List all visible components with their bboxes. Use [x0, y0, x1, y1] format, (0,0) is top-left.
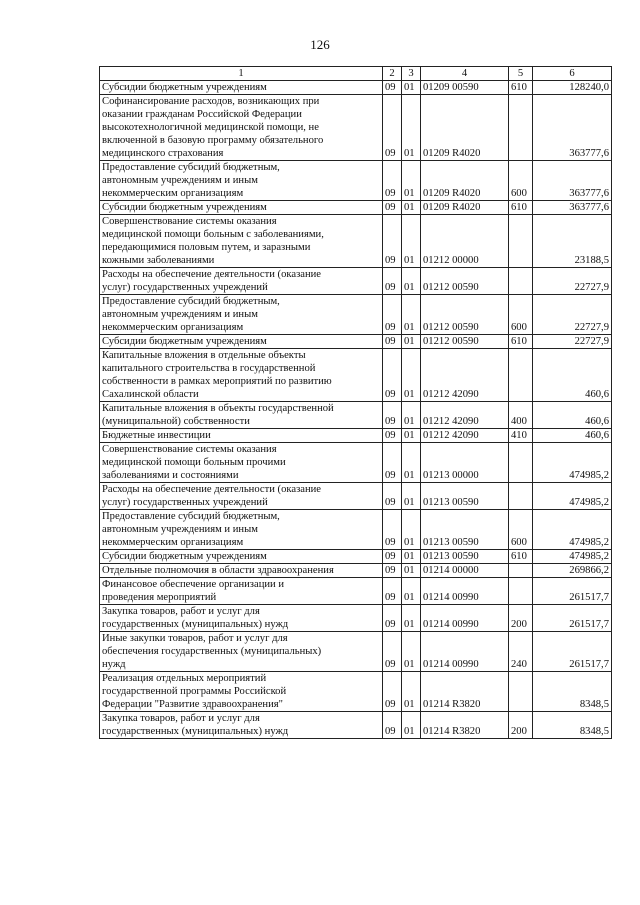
section-code-cell: 09 [383, 161, 402, 201]
target-article-code-cell: 01212 42090 [421, 349, 509, 402]
section-code-cell: 09 [383, 335, 402, 349]
table-row [100, 268, 612, 295]
expense-name-cell: Закупка товаров, работ и услуг для государственных (муниципальных) нужд [100, 605, 383, 632]
amount-cell: 261517,7 [533, 632, 612, 672]
budget-table-body [100, 81, 612, 739]
subsection-code-cell: 01 [402, 161, 421, 201]
header-row [100, 67, 612, 81]
table-row [100, 215, 612, 268]
expense-type-code-cell: 400 [509, 402, 533, 429]
expense-name-cell: Расходы на обеспечение деятельности (оказание услуг) государственных учреждений [100, 483, 383, 510]
expense-name-cell: Закупка товаров, работ и услуг для государственных (муниципальных) нужд [100, 712, 383, 739]
target-article-code-cell: 01214 00990 [421, 578, 509, 605]
expense-type-code-cell [509, 672, 533, 712]
section-code-cell: 09 [383, 564, 402, 578]
target-article-code-cell: 01214 R3820 [421, 712, 509, 739]
table-row [100, 402, 612, 429]
table-row [100, 578, 612, 605]
target-article-code-cell: 01212 00000 [421, 215, 509, 268]
header-col-5: 5 [509, 67, 533, 81]
target-article-code-cell: 01212 42090 [421, 402, 509, 429]
expense-type-code-cell [509, 578, 533, 605]
expense-name-cell: Финансовое обеспечение организации и проведения мероприятий [100, 578, 383, 605]
amount-cell: 474985,2 [533, 550, 612, 564]
table-row [100, 349, 612, 402]
table-row [100, 201, 612, 215]
expense-type-code-cell [509, 443, 533, 483]
section-code-cell: 09 [383, 510, 402, 550]
subsection-code-cell: 01 [402, 335, 421, 349]
subsection-code-cell: 01 [402, 295, 421, 335]
table-row [100, 161, 612, 201]
expense-type-code-cell: 240 [509, 632, 533, 672]
page-number: 126 [310, 37, 330, 52]
section-code-cell: 09 [383, 402, 402, 429]
table-row [100, 712, 612, 739]
target-article-code-cell: 01213 00590 [421, 483, 509, 510]
amount-cell: 474985,2 [533, 483, 612, 510]
amount-cell: 128240,0 [533, 81, 612, 95]
amount-cell: 460,6 [533, 402, 612, 429]
target-article-code-cell: 01214 00000 [421, 564, 509, 578]
section-code-cell: 09 [383, 429, 402, 443]
subsection-code-cell: 01 [402, 429, 421, 443]
section-code-cell: 09 [383, 672, 402, 712]
table-row [100, 335, 612, 349]
expense-name-cell: Отдельные полномочия в области здравоохранения [100, 564, 383, 578]
target-article-code-cell: 01209 R4020 [421, 95, 509, 161]
expense-type-code-cell: 610 [509, 201, 533, 215]
expense-type-code-cell: 610 [509, 335, 533, 349]
target-article-code-cell: 01209 00590 [421, 81, 509, 95]
amount-cell: 269866,2 [533, 564, 612, 578]
table-row [100, 295, 612, 335]
section-code-cell: 09 [383, 349, 402, 402]
expense-name-cell: Капитальные вложения в отдельные объекты капитального строительства в государственной собственности в рамках мероприятий по развитию Сахалинской области [100, 349, 383, 402]
target-article-code-cell: 01209 R4020 [421, 161, 509, 201]
subsection-code-cell: 01 [402, 672, 421, 712]
expense-name-cell: Субсидии бюджетным учреждениям [100, 201, 383, 215]
expense-name-cell: Бюджетные инвестиции [100, 429, 383, 443]
section-code-cell: 09 [383, 95, 402, 161]
expense-name-cell: Совершенствование системы оказания медицинской помощи больным с заболеваниями, передающимися половым путем, и заразными кожными заболеваниями [100, 215, 383, 268]
expense-name-cell: Иные закупки товаров, работ и услуг для обеспечения государственных (муниципальных) нужд [100, 632, 383, 672]
target-article-code-cell: 01209 R4020 [421, 201, 509, 215]
subsection-code-cell: 01 [402, 712, 421, 739]
amount-cell: 8348,5 [533, 672, 612, 712]
table-row [100, 672, 612, 712]
expense-name-cell: Субсидии бюджетным учреждениям [100, 550, 383, 564]
budget-table [99, 66, 612, 739]
expense-name-cell: Совершенствование системы оказания медицинской помощи больным прочими заболеваниями и состояниями [100, 443, 383, 483]
expense-type-code-cell: 610 [509, 81, 533, 95]
expense-type-code-cell [509, 564, 533, 578]
expense-type-code-cell: 600 [509, 510, 533, 550]
amount-cell: 474985,2 [533, 510, 612, 550]
subsection-code-cell: 01 [402, 215, 421, 268]
section-code-cell: 09 [383, 81, 402, 95]
subsection-code-cell: 01 [402, 268, 421, 295]
expense-name-cell: Реализация отдельных мероприятий государственной программы Российской Федерации "Развитие здравоохранения" [100, 672, 383, 712]
section-code-cell: 09 [383, 483, 402, 510]
section-code-cell: 09 [383, 443, 402, 483]
target-article-code-cell: 01214 R3820 [421, 672, 509, 712]
expense-name-cell: Предоставление субсидий бюджетным, автономным учреждениям и иным некоммерческим организациям [100, 295, 383, 335]
subsection-code-cell: 01 [402, 402, 421, 429]
expense-type-code-cell [509, 483, 533, 510]
amount-cell: 363777,6 [533, 201, 612, 215]
target-article-code-cell: 01212 42090 [421, 429, 509, 443]
target-article-code-cell: 01213 00590 [421, 550, 509, 564]
table-row [100, 550, 612, 564]
target-article-code-cell: 01212 00590 [421, 295, 509, 335]
amount-cell: 8348,5 [533, 712, 612, 739]
expense-name-cell: Субсидии бюджетным учреждениям [100, 335, 383, 349]
expense-name-cell: Субсидии бюджетным учреждениям [100, 81, 383, 95]
table-row [100, 443, 612, 483]
amount-cell: 261517,7 [533, 578, 612, 605]
amount-cell: 23188,5 [533, 215, 612, 268]
section-code-cell: 09 [383, 268, 402, 295]
header-col-4: 4 [421, 67, 509, 81]
expense-name-cell: Предоставление субсидий бюджетным, автономным учреждениям и иным некоммерческим организациям [100, 510, 383, 550]
table-row [100, 605, 612, 632]
table-row [100, 632, 612, 672]
expense-name-cell: Капитальные вложения в объекты государственной (муниципальной) собственности [100, 402, 383, 429]
amount-cell: 460,6 [533, 349, 612, 402]
subsection-code-cell: 01 [402, 443, 421, 483]
expense-type-code-cell: 600 [509, 295, 533, 335]
amount-cell: 22727,9 [533, 268, 612, 295]
expense-type-code-cell: 200 [509, 712, 533, 739]
table-row [100, 510, 612, 550]
subsection-code-cell: 01 [402, 550, 421, 564]
subsection-code-cell: 01 [402, 95, 421, 161]
subsection-code-cell: 01 [402, 483, 421, 510]
header-col-3: 3 [402, 67, 421, 81]
expense-type-code-cell: 600 [509, 161, 533, 201]
table-row [100, 81, 612, 95]
amount-cell: 22727,9 [533, 295, 612, 335]
amount-cell: 22727,9 [533, 335, 612, 349]
target-article-code-cell: 01214 00990 [421, 632, 509, 672]
section-code-cell: 09 [383, 201, 402, 215]
section-code-cell: 09 [383, 550, 402, 564]
section-code-cell: 09 [383, 632, 402, 672]
section-code-cell: 09 [383, 215, 402, 268]
expense-type-code-cell [509, 95, 533, 161]
expense-name-cell: Расходы на обеспечение деятельности (оказание услуг) государственных учреждений [100, 268, 383, 295]
target-article-code-cell: 01212 00590 [421, 268, 509, 295]
budget-table-header [100, 67, 612, 81]
subsection-code-cell: 01 [402, 605, 421, 632]
subsection-code-cell: 01 [402, 578, 421, 605]
expense-name-cell: Предоставление субсидий бюджетным, автономным учреждениям и иным некоммерческим организациям [100, 161, 383, 201]
target-article-code-cell: 01213 00000 [421, 443, 509, 483]
subsection-code-cell: 01 [402, 201, 421, 215]
header-col-1: 1 [100, 67, 383, 81]
header-col-2: 2 [383, 67, 402, 81]
section-code-cell: 09 [383, 712, 402, 739]
table-row [100, 483, 612, 510]
section-code-cell: 09 [383, 295, 402, 335]
section-code-cell: 09 [383, 578, 402, 605]
amount-cell: 460,6 [533, 429, 612, 443]
amount-cell: 261517,7 [533, 605, 612, 632]
expense-type-code-cell [509, 268, 533, 295]
expense-type-code-cell [509, 215, 533, 268]
amount-cell: 363777,6 [533, 161, 612, 201]
amount-cell: 474985,2 [533, 443, 612, 483]
expense-type-code-cell: 200 [509, 605, 533, 632]
subsection-code-cell: 01 [402, 349, 421, 402]
expense-type-code-cell [509, 349, 533, 402]
section-code-cell: 09 [383, 605, 402, 632]
table-row [100, 95, 612, 161]
subsection-code-cell: 01 [402, 510, 421, 550]
subsection-code-cell: 01 [402, 81, 421, 95]
expense-name-cell: Софинансирование расходов, возникающих при оказании гражданам Российской Федерации высокотехнологичной медицинской помощи, не включенной в базовую программу обязательного медицинского страхования [100, 95, 383, 161]
subsection-code-cell: 01 [402, 632, 421, 672]
target-article-code-cell: 01214 00990 [421, 605, 509, 632]
target-article-code-cell: 01212 00590 [421, 335, 509, 349]
table-row [100, 564, 612, 578]
expense-type-code-cell: 410 [509, 429, 533, 443]
table-row [100, 429, 612, 443]
header-col-6: 6 [533, 67, 612, 81]
amount-cell: 363777,6 [533, 95, 612, 161]
expense-type-code-cell: 610 [509, 550, 533, 564]
target-article-code-cell: 01213 00590 [421, 510, 509, 550]
subsection-code-cell: 01 [402, 564, 421, 578]
